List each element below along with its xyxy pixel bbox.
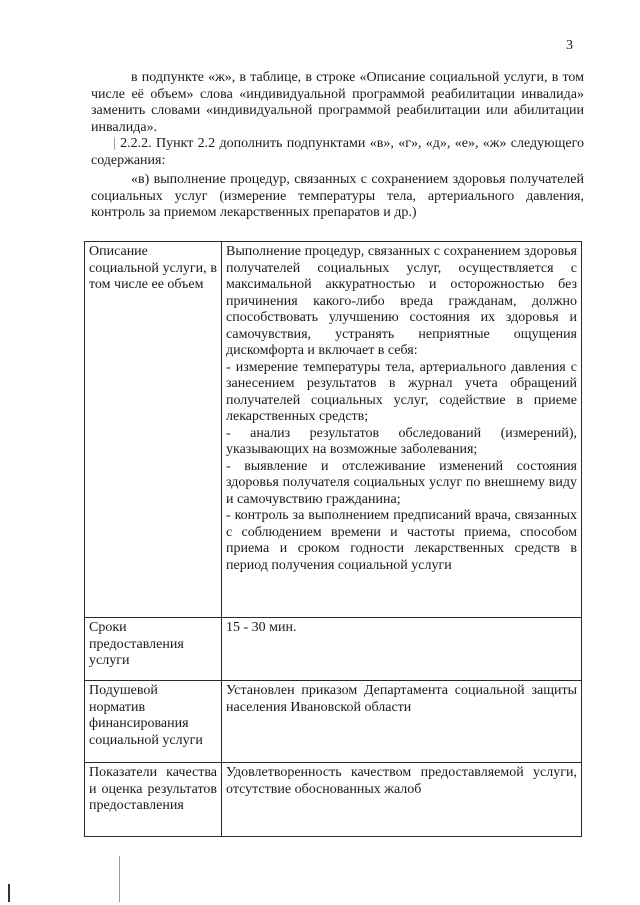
table-row-label: Показатели качества и оценка результатов предоставления: [85, 763, 222, 837]
paragraph-2-2-2: [91, 136, 584, 169]
table-cell-line: 15 - 30 мин.: [226, 620, 297, 635]
paragraph-subitem-v: [91, 172, 584, 222]
table-row: [85, 618, 582, 681]
paragraph-amendment-zh: [91, 70, 584, 136]
table-row-content: [222, 242, 582, 618]
margin-mark: |: [113, 136, 116, 151]
scan-artifact-line: [119, 856, 120, 902]
table-row-content: [222, 763, 582, 837]
table-cell-line: Выполнение процедур, связанных с сохранением здоровья получателей социальных услуг, осуществляется с максимальной аккуратностью и осторожностью без причинения какого-либо вреда гражданам, должно способствовать улучшению состояния их здоровья и самочувствия, устранять неприятные ощущения дискомфорта и включает в себя:: [226, 244, 577, 358]
table-cell-line: Установлен приказом Департамента социальной защиты населения Ивановской области: [226, 683, 577, 715]
service-table: [84, 241, 582, 837]
paragraph-2-2-2-text: 2.2.2. Пункт 2.2 дополнить подпунктами «в», «г», «д», «е», «ж» следующего содержания:: [91, 136, 584, 168]
table-row-label: Подушевой норматив финансирования социальной услуги: [85, 681, 222, 763]
paragraph-amendment-zh-text: в подпункте «ж», в таблице, в строке «Описание социальной услуги, в том числе её объем» слова «индивидуальной программой реабилитации инвалида» заменить словами «индивидуальной программой реабилитации или абилитации инвалида».: [91, 70, 584, 135]
table-row-content: [222, 681, 582, 763]
table-cell-line: - выявление и отслеживание изменений состояния здоровья получателя социальных услуг по внешнему виду и самочувствию гражданина;: [226, 458, 577, 507]
table-row-label: Описание социальной услуги, в том числе ее объем: [85, 242, 222, 618]
scan-artifact-mark: [8, 884, 10, 902]
page-number: 3: [566, 38, 573, 53]
table-row-label: Сроки предоставления услуги: [85, 618, 222, 681]
table-row: [85, 242, 582, 618]
table-row: [85, 681, 582, 763]
table-cell-line: - измерение температуры тела, артериального давления с занесением результатов в журнал учета обращений получателей социальных услуг, содействие в приеме лекарственных средств;: [226, 359, 577, 424]
table-cell-line: - контроль за выполнением предписаний врача, связанных с соблюдением времени и частоты приема, способом приема и сроком годности лекарственных средств в период получения социальной услуги: [226, 508, 577, 573]
table-row-content: [222, 618, 582, 681]
table-cell-line: Удовлетворенность качеством предоставляемой услуги, отсутствие обоснованных жалоб: [226, 765, 577, 797]
table-row: [85, 763, 582, 837]
paragraph-subitem-v-text: «в) выполнение процедур, связанных с сохранением здоровья получателей социальных услуг (измерение температуры тела, артериального давления, контроль за приемом лекарственных препаратов и др.): [91, 172, 584, 220]
table-cell-line: - анализ результатов обследований (измерений), указывающих на возможные заболевания;: [226, 425, 577, 457]
